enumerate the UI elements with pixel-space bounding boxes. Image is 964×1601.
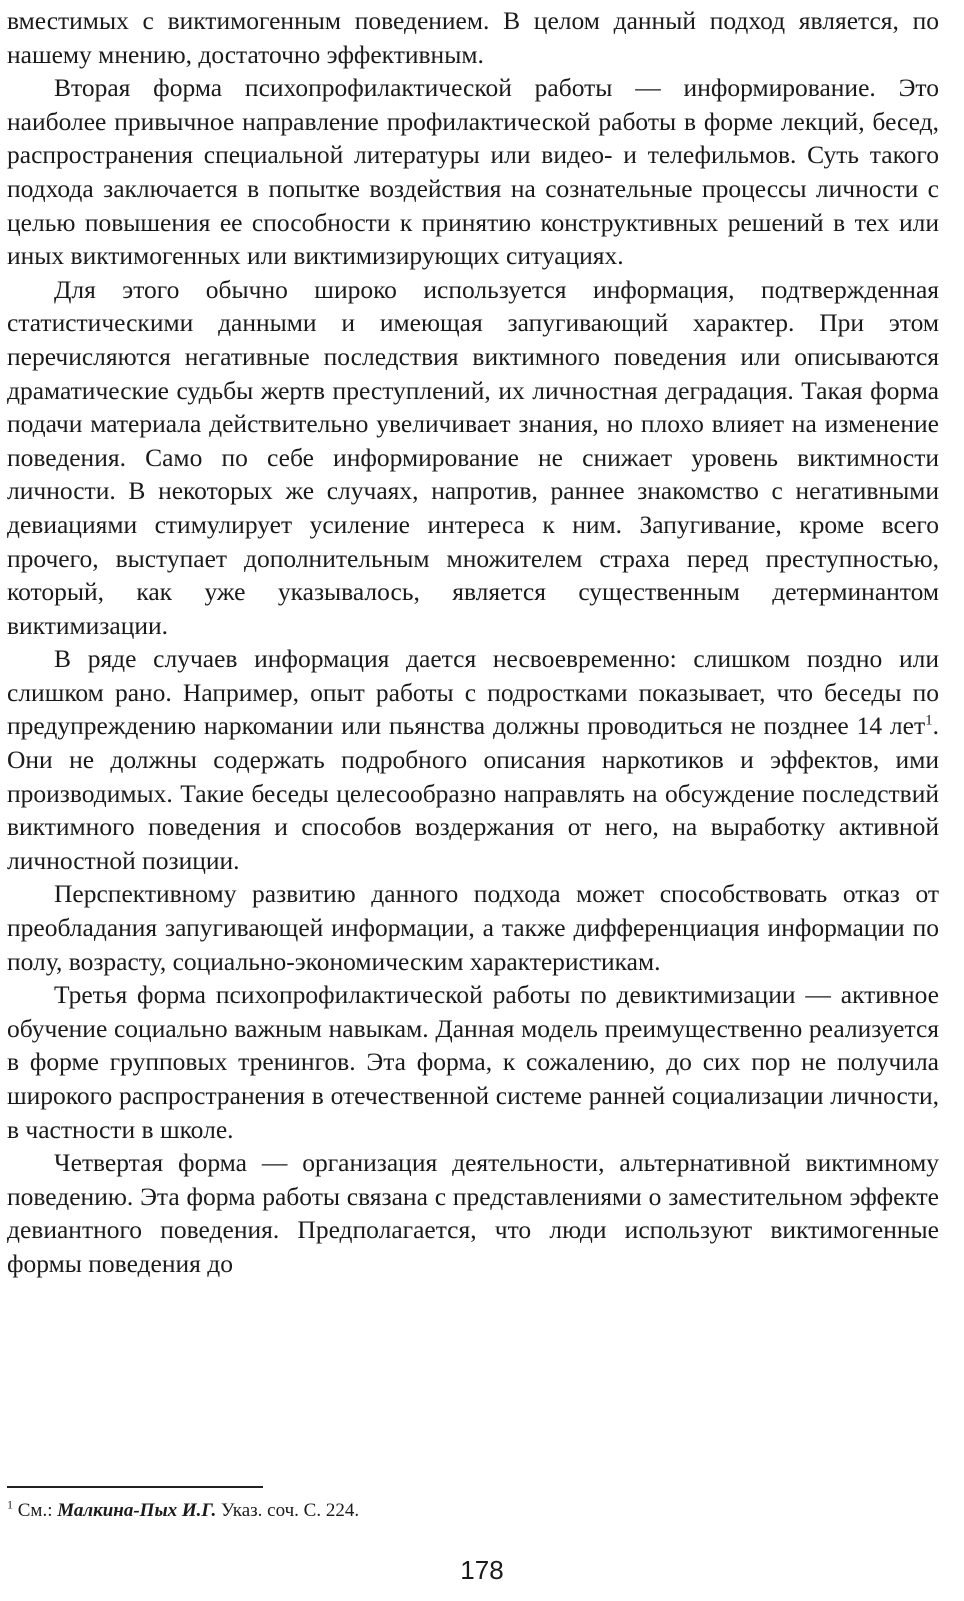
paragraph-2: Вторая форма психопрофилактической работы — информирование. Это наиболее привычное направление профилактической работы в форме лекций, бесед, распространения специальной литературы или видео- и телефильмов. Суть такого подхода заключается в попытке воздействия на сознательные процессы личности с целью повышения ее способности к принятию конструктивных решений в тех или иных виктимогенных или виктимизирующих ситуациях. <box>7 73 939 271</box>
page-number: 178 <box>460 1555 504 1585</box>
paragraph-5: Перспективному развитию данного подхода может способствовать отказ от преобладания запугивающей информации, а также дифференциация информации по полу, возрасту, социально-экономическим характеристикам. <box>7 879 939 976</box>
page-body <box>7 4 939 1281</box>
footnote-divider <box>7 1486 263 1488</box>
paragraph-1: вместимых с виктимогенным поведением. В целом данный подход является, по нашему мнению, достаточно эффективным. <box>7 6 939 69</box>
main-text <box>7 4 939 1281</box>
paragraph-3: Для этого обычно широко используется информация, подтвержденная статистическими данными и имеющая запугивающий характер. При этом перечисляются негативные последствия виктимного поведения или описываются драматические судьбы жертв преступлений, их личностная деградация. Такая форма подачи материала действительно увеличивает знания, но плохо влияет на изменение поведения. Само по себе информирование не снижает уровень виктимности личности. В некоторых же случаях, напротив, раннее знакомство с негативными девиациями стимулирует усиление интереса к ним. Запугивание, кроме всего прочего, выступает дополнительным множителем страха перед преступностью, который, как уже указывалось, является существенным детерминантом виктимизации. <box>7 274 939 640</box>
paragraph-6: Третья форма психопрофилактической работы по девиктимизации — активное обучение социально важным навыкам. Данная модель преимущественно реализуется в форме групповых тренингов. Эта форма, к сожалению, до сих пор не получила широкого распространения в отечественной системе ранней социализации личности, в частности в школе. <box>7 980 939 1144</box>
footnote-marker: 1 <box>7 1497 13 1512</box>
paragraph-4 <box>7 642 939 877</box>
paragraph-4-after: . Они не должны содержать подробного описания наркотиков и эффектов, ими производимых. Такие беседы целесообразно направлять на обсуждение последствий виктимного поведения и способов воздержания от него, на выработку активной личностной позиции. <box>7 711 939 875</box>
footnote-reference: 1 <box>925 712 933 729</box>
footnote-prefix: См.: <box>13 1500 58 1521</box>
paragraph-7: Четвертая форма — организация деятельности, альтернативной виктимному поведению. Эта форма работы связана с представлениями о заместительном эффекте девиантного поведения. Предполагается, что люди используют виктимогенные формы поведения до <box>7 1148 939 1278</box>
footnote-author: Малкина-Пых И.Г. <box>57 1500 217 1521</box>
footnote-citation: Указ. соч. С. 224. <box>216 1500 360 1521</box>
paragraph-4-before: В ряде случаев информация дается несвоевременно: слишком поздно или слишком рано. Например, опыт работы с подростками показывает, что беседы по предупреждению наркомании или пьянства должны проводиться не позднее 14 лет <box>7 644 939 741</box>
footnote <box>7 1498 359 1524</box>
